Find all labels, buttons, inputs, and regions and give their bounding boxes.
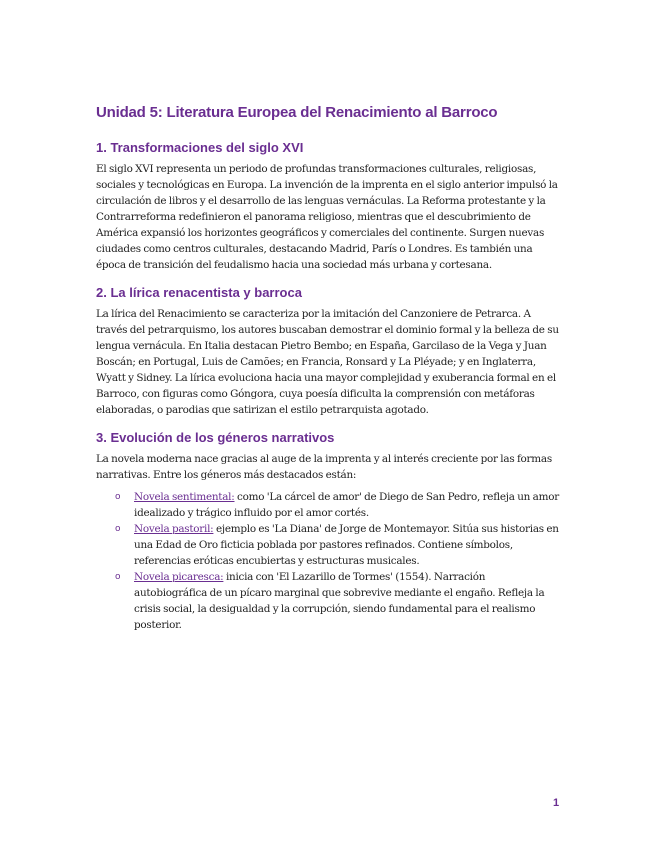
section-paragraph-narrativa: La novela moderna nace gracias al auge de la imprenta y al interés creciente por las formas narrativas. Entre los géneros más destacados están:: [96, 453, 552, 481]
genre-name-link[interactable]: Novela sentimental:: [134, 491, 235, 503]
bullet-circle-icon: o: [115, 492, 121, 502]
section-heading-lirica: 2. La lírica renacentista y barroca: [96, 285, 302, 300]
list-item-novela-pastoril: [115, 521, 560, 569]
genre-description: como 'La cárcel de amor' de Diego de San Pedro, refleja un amor idealizado y trágico influido por el amor cortés.: [134, 491, 559, 519]
document-page: [96, 104, 560, 633]
section-paragraph-transformaciones: El siglo XVI representa un periodo de profundas transformaciones culturales, religiosas, sociales y tecnológicas en Europa. La invención de la imprenta en el siglo anterior impulsó la circulación de libros y el desarrollo de las lenguas vernáculas. La Reforma protestante y la Contrarreforma redefinieron el panorama religioso, mientras que el descubrimiento de América expansió los horizontes geográficos y comerciales del continente. Surgen nuevas ciudades como centros culturales, destacando Madrid, París o Londres. Es también una época de transición del feudalismo hacia una sociedad más urbana y cortesana.: [96, 163, 558, 271]
genre-description: ejemplo es 'La Diana' de Jorge de Montemayor. Sitúa sus historias en una Edad de Oro ficticia poblada por pastores refinados. Contiene símbolos, referencias eróticas encubiertas y estructuras musicales.: [134, 523, 559, 567]
genre-name-link[interactable]: Novela pastoril:: [134, 523, 214, 535]
list-item-novela-sentimental: [115, 489, 560, 521]
bullet-circle-icon: o: [115, 524, 121, 534]
section-heading-transformaciones: 1. Transformaciones del siglo XVI: [96, 140, 304, 155]
section-paragraph-lirica: La lírica del Renacimiento se caracteriza por la imitación del Canzoniere de Petrarca. A través del petrarquismo, los autores buscaban demostrar el dominio formal y la belleza de su lengua vernácula. En Italia destacan Pietro Bembo; en España, Garcilaso de la Vega y Juan Boscán; en Portugal, Luis de Camões; en Francia, Ronsard y La Pléyade; y en Inglaterra, Wyatt y Sidney. La lírica evoluciona hacia una mayor complejidad y exuberancia formal en el Barroco, con figuras como Góngora, cuya poesía dificulta la comprensión con metáforas elaboradas, o parodias que satirizan el estilo petrarquista agotado.: [96, 308, 559, 416]
page-number: 1: [553, 797, 560, 809]
bullet-circle-icon: o: [115, 572, 121, 582]
genre-list: [96, 489, 560, 633]
genre-name-link[interactable]: Novela picaresca:: [134, 571, 224, 583]
section-heading-narrativa: 3. Evolución de los géneros narrativos: [96, 430, 335, 445]
genre-description: inicia con 'El Lazarillo de Tormes' (1554). Narración autobiográfica de un pícaro marginal que sobrevive mediante el engaño. Refleja la crisis social, la desigualdad y la corrupción, siendo fundamental para el realismo posterior.: [134, 571, 545, 631]
document-title: Unidad 5: Literatura Europea del Renacimiento al Barroco: [96, 104, 498, 121]
list-item-novela-picaresca: [115, 569, 560, 633]
